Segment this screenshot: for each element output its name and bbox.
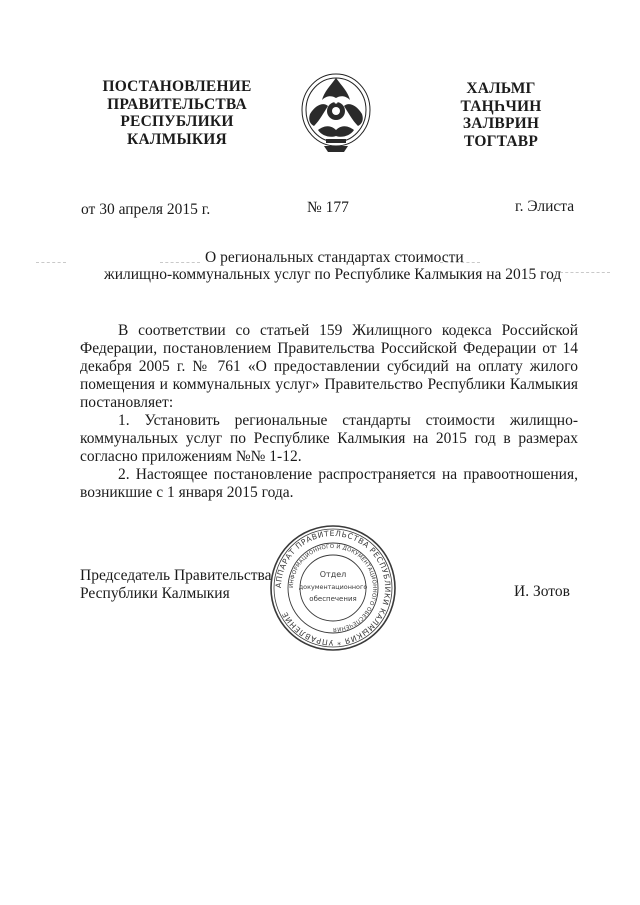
stamp-inner-text: ИНФОРМАЦИОННОГО И ДОКУМЕНТАЦИОННОГО ОБЕСПЕЧЕНИЯ: [288, 543, 378, 633]
kalmykia-emblem-icon: [296, 66, 376, 160]
stamp-center-line: документационного: [298, 583, 368, 591]
paragraph-line: согласно приложениям №№ 1-12.: [80, 448, 302, 465]
paragraph-line: помещения и коммунальных услуг» Правительство Республики Калмыкия: [80, 376, 578, 393]
paragraph-line: В соответствии со статьей 159 Жилищного кодекса Российской: [118, 322, 578, 339]
document-title-line-1: О региональных стандартах стоимости: [205, 249, 464, 266]
signatory-position-line: Республики Калмыкия: [80, 585, 230, 602]
item-2-paragraph: [80, 466, 578, 502]
signatory-position: [80, 567, 272, 603]
scan-dotted-line: [36, 262, 66, 263]
stamp-center-line: Отдел: [319, 570, 347, 579]
paragraph-line: 2. Настоящее постановление распространяется на правоотношения,: [118, 466, 578, 483]
header-right-line: ЗАЛВРИН: [462, 115, 540, 132]
header-right-line: ТОГТАВР: [463, 132, 539, 150]
header-left-line: КАЛМЫКИЯ: [127, 130, 227, 148]
paragraph-line: возникшие с 1 января 2015 года.: [80, 484, 294, 501]
stamp-center-line: обеспечения: [309, 595, 357, 603]
preamble-paragraph: [80, 322, 578, 412]
scan-dotted-line: [160, 262, 200, 263]
document-date: от 30 апреля 2015 г.: [81, 201, 211, 218]
official-stamp-icon: [268, 523, 398, 653]
paragraph-line: 1. Установить региональные стандарты стоимости жилищно-: [118, 412, 578, 429]
header-left-line: ПОСТАНОВЛЕНИЕ: [102, 78, 252, 95]
paragraph-line: постановляет:: [80, 394, 174, 411]
header-left-line: РЕСПУБЛИКИ: [120, 113, 234, 130]
item-1-paragraph: [80, 412, 578, 466]
scan-dotted-line: [560, 272, 610, 273]
header-left: [82, 78, 272, 148]
header-right: [446, 80, 556, 150]
stamp-outer-text: АППАРАТ ПРАВИТЕЛЬСТВА РЕСПУБЛИКИ КАЛМЫКИЯ * УПРАВЛЕНИЕ: [273, 528, 393, 648]
document-number: № 177: [307, 199, 349, 216]
document-title-line-2: жилищно-коммунальных услуг по Республике Калмыкия на 2015 год: [104, 266, 562, 283]
header-right-line: ТАҢҺЧИН: [460, 97, 542, 115]
paragraph-line: коммунальных услуг по Республике Калмыкия на 2015 год в размерах: [80, 430, 578, 447]
header-left-line: ПРАВИТЕЛЬСТВА: [107, 95, 247, 113]
paragraph-line: декабря 2005 г. № 761 «О предоставлении субсидий на оплату жилого: [80, 358, 578, 375]
signatory-name: И. Зотов: [514, 583, 570, 600]
signatory-position-line: Председатель Правительства: [80, 567, 272, 584]
document-city: г. Элиста: [515, 198, 575, 215]
paragraph-line: Федерации, постановлением Правительства Российской Федерации от 14: [80, 340, 578, 357]
header-right-line: ХАЛЬМГ: [466, 80, 536, 97]
